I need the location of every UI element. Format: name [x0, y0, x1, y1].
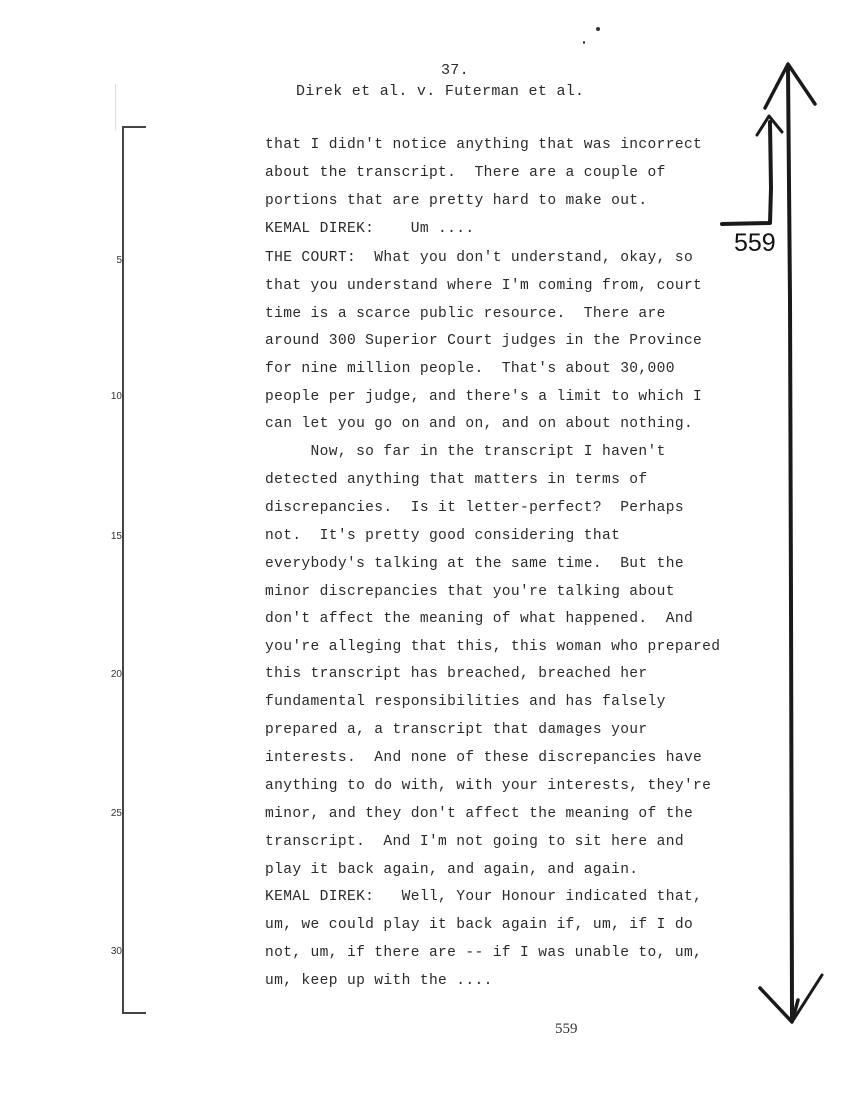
transcript-line: KEMAL DIREK: Um ....: [265, 221, 475, 237]
line-number: 15: [110, 531, 122, 542]
long-arrow-shaft: [788, 68, 792, 1020]
transcript-line: discrepancies. Is it letter-perfect? Perhaps: [265, 500, 684, 516]
transcript-line: can let you go on and on, and on about nothing.: [265, 416, 694, 432]
transcript-line: not. It's pretty good considering that: [265, 528, 621, 544]
hook-arrow-shaft: [722, 122, 771, 224]
page-number-top: 37.: [441, 62, 469, 79]
transcript-line: that I didn't notice anything that was incorrect: [265, 137, 703, 153]
transcript-line: anything to do with, with your interests, they're: [265, 778, 712, 794]
line-number: 25: [110, 808, 122, 819]
line-number: 20: [110, 669, 122, 680]
transcript-line: um, keep up with the ....: [265, 973, 493, 989]
transcript-line: play it back again, and again, and again.: [265, 862, 639, 878]
transcript-line: around 300 Superior Court judges in the Province: [265, 333, 703, 349]
handwritten-page-number: 559: [734, 229, 776, 257]
transcript-line: transcript. And I'm not going to sit here and: [265, 834, 684, 850]
page-number-bottom: 559: [555, 1021, 578, 1037]
transcript-line: this transcript has breached, breached her: [265, 666, 648, 682]
transcript-line: people per judge, and there's a limit to which I: [265, 389, 703, 405]
transcript-line: interests. And none of these discrepancies have: [265, 750, 703, 766]
transcript-line: THE COURT: What you don't understand, okay, so: [265, 250, 694, 266]
line-number: 5: [116, 255, 122, 266]
transcript-line: minor discrepancies that you're talking about: [265, 584, 675, 600]
transcript-line: about the transcript. There are a couple of: [265, 165, 666, 181]
line-number: 30: [110, 946, 122, 957]
transcript-line: minor, and they don't affect the meaning of the: [265, 806, 694, 822]
case-title: Direk et al. v. Futerman et al.: [296, 83, 585, 100]
transcript-line: time is a scarce public resource. There are: [265, 306, 666, 322]
transcript-line: for nine million people. That's about 30,000: [265, 361, 675, 377]
transcript-line: don't affect the meaning of what happened. And: [265, 611, 694, 627]
transcript-line: prepared a, a transcript that damages your: [265, 722, 648, 738]
transcript-line: everybody's talking at the same time. But the: [265, 556, 684, 572]
line-number: 10: [110, 391, 122, 402]
transcript-line: fundamental responsibilities and has falsely: [265, 694, 666, 710]
transcript-line: portions that are pretty hard to make out.: [265, 193, 648, 209]
transcript-line: that you understand where I'm coming from, court: [265, 278, 703, 294]
transcript-line: um, we could play it back again if, um, if I do: [265, 917, 694, 933]
transcript-line: Now, so far in the transcript I haven't: [265, 444, 666, 460]
transcript-line: you're alleging that this, this woman who prepared: [265, 639, 721, 655]
transcript-line: KEMAL DIREK: Well, Your Honour indicated that,: [265, 889, 703, 905]
transcript-line: not, um, if there are -- if I was unable to, um,: [265, 945, 703, 961]
transcript-line: detected anything that matters in terms of: [265, 472, 648, 488]
